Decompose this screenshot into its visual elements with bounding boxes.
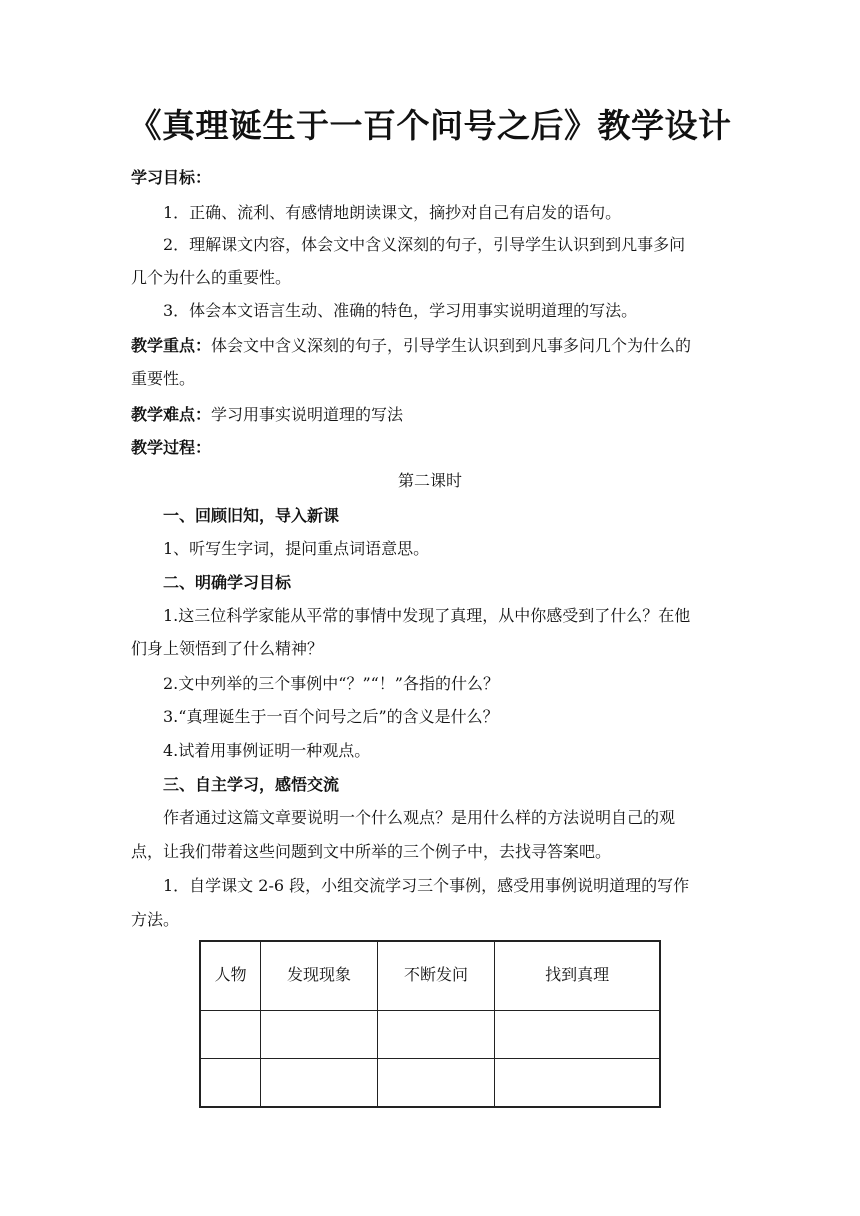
objectives-label: 学习目标： [131, 168, 212, 187]
key-points-label: 教学重点： [131, 336, 212, 355]
table-cell [495, 1058, 660, 1107]
table-row [200, 1058, 660, 1107]
table-header-cell: 人物 [200, 941, 261, 1010]
section-3-paragraph-1-cont: 点，让我们带着这些问题到文中所举的三个例子中，去找寻答案吧。 [131, 842, 612, 861]
key-points-text: 体会文中含义深刻的句子，引导学生认识到到凡事多问几个为什么的 [211, 336, 692, 355]
table-header-row [200, 941, 660, 1010]
document-title: 《真理诞生于一百个问号之后》教学设计 [128, 106, 732, 145]
section-3-paragraph-2-cont: 方法。 [131, 910, 180, 929]
section-2-heading: 二、明确学习目标 [163, 573, 292, 592]
difficulty-label: 教学难点： [131, 405, 212, 424]
key-points-text-cont: 重要性。 [131, 369, 196, 388]
section-2-question-3: 3.“真理诞生于一百个问号之后”的含义是什么？ [163, 707, 499, 726]
section-1-item: 1、听写生字词，提问重点词语意思。 [163, 539, 430, 558]
difficulty-paragraph [131, 405, 403, 425]
objective-item-3: 3．体会本文语言生动、准确的特色，学习用事实说明道理的写法。 [163, 301, 638, 320]
section-2-question-1: 1.这三位科学家能从平常的事情中发现了真理，从中你感受到了什么？在他 [163, 606, 691, 625]
process-label: 教学过程： [131, 438, 212, 457]
key-points-paragraph [131, 336, 691, 356]
table-header-cell: 不断发问 [377, 941, 494, 1010]
difficulty-text: 学习用事实说明道理的写法 [211, 405, 404, 424]
table-row [200, 1010, 660, 1058]
section-3-heading: 三、自主学习，感悟交流 [163, 775, 340, 794]
objective-item-2-cont: 几个为什么的重要性。 [131, 268, 292, 287]
section-2-question-2: 2.文中列举的三个事例中“？”“！”各指的什么？ [163, 674, 499, 693]
section-2-question-1-cont: 们身上领悟到了什么精神？ [131, 639, 324, 658]
objective-item-2: 2．理解课文内容，体会文中含义深刻的句子，引导学生认识到到凡事多问 [163, 235, 686, 254]
table-header-cell: 找到真理 [495, 941, 660, 1010]
section-2-question-4: 4.试着用事例证明一种观点。 [163, 741, 371, 760]
table-cell [377, 1058, 494, 1107]
section-1-heading: 一、回顾旧知，导入新课 [163, 506, 340, 525]
table-cell [200, 1010, 261, 1058]
table-cell [377, 1010, 494, 1058]
table-header-cell: 发现现象 [261, 941, 377, 1010]
table-cell [261, 1010, 377, 1058]
table-cell [261, 1058, 377, 1107]
section-3-paragraph-1: 作者通过这篇文章要说明一个什么观点？是用什么样的方法说明自己的观 [163, 808, 676, 827]
case-table [199, 940, 661, 1108]
objective-item-1: 1．正确、流利、有感情地朗读课文，摘抄对自己有启发的语句。 [163, 203, 622, 222]
lesson-heading: 第二课时 [397, 471, 462, 490]
section-3-paragraph-2: 1．自学课文 2-6 段，小组交流学习三个事例，感受用事例说明道理的写作 [163, 876, 690, 895]
table-cell [495, 1010, 660, 1058]
table-cell [200, 1058, 261, 1107]
